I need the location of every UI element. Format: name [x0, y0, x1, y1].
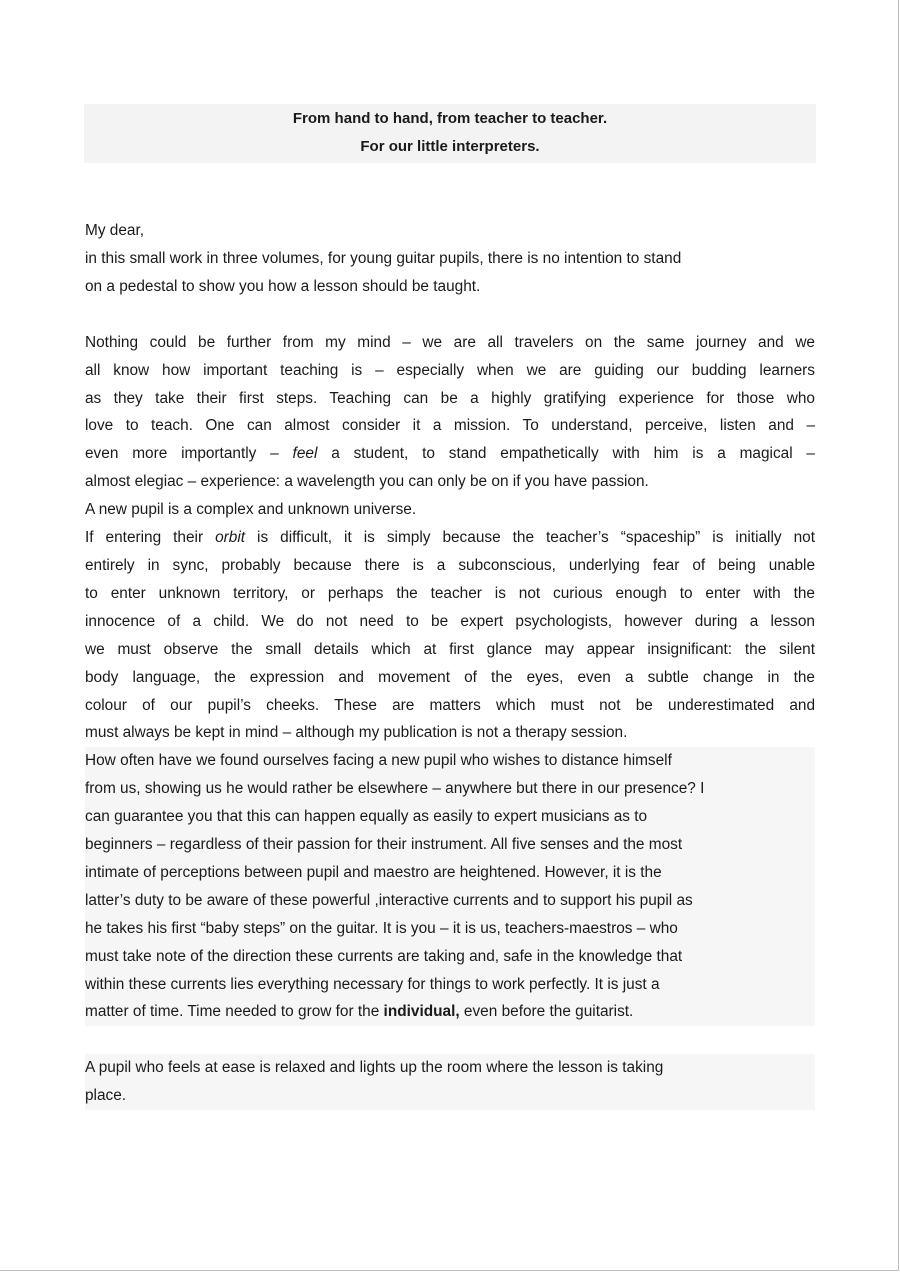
text-line [85, 440, 815, 468]
text-line: intimate of perceptions between pupil and maestro are heightened. However, it is the [85, 863, 662, 881]
text-line: colour of our pupil’s cheeks. These are matters which must not be underestimated and [85, 696, 815, 714]
text-segment: matter of time. Time needed to grow for the [85, 1003, 384, 1021]
paragraph-3 [85, 1054, 815, 1110]
text-line: within these currents lies everything necessary for things to work perfectly. It is just a [85, 975, 660, 993]
italic-word: feel [292, 445, 318, 463]
paragraph-2 [85, 747, 815, 1026]
text-line: to enter unknown territory, or perhaps the teacher is not curious enough to enter with the [85, 584, 815, 602]
salutation: My dear, [85, 222, 145, 239]
text-line: we must observe the small details which at first glance may appear insignificant: the silent [85, 640, 815, 658]
text-segment: a student, to stand empathetically with him is a magical – [317, 445, 815, 463]
text-line: love to teach. One can almost consider it a mission. To understand, perceive, listen and – [85, 417, 815, 435]
text-line: almost elegiac – experience: a wavelength you can only be on if you have passion. [85, 473, 649, 491]
intro-paragraph [85, 217, 815, 301]
title-line-2: For our little interpreters. [360, 138, 540, 155]
bold-word: individual, [383, 1003, 460, 1021]
text-line: must take note of the direction these currents are taking and, safe in the knowledge that [85, 947, 683, 965]
text-line: body language, the expression and movement of the eyes, even a subtle change in the [85, 668, 815, 686]
text-segment: If entering their [85, 529, 216, 547]
text-line: must always be kept in mind – although my publication is not a therapy session. [85, 724, 628, 742]
paragraph-1 [85, 329, 815, 748]
text-line: as they take their first steps. Teaching can be a highly gratifying experience for those who [85, 389, 815, 407]
text-line: he takes his first “baby steps” on the guitar. It is you – it is us, teachers-maestros – who [85, 919, 678, 937]
text-line: How often have we found ourselves facing a new pupil who wishes to distance himself [85, 752, 672, 770]
text-line: all know how important teaching is – especially when we are guiding our budding learners [85, 361, 815, 379]
text-line: beginners – regardless of their passion for their instrument. All five senses and the most [85, 836, 683, 854]
italic-word: orbit [215, 529, 246, 547]
text-line: latter’s duty to be aware of these powerful ,interactive currents and to support his pupil as [85, 891, 693, 909]
text-line: entirely in sync, probably because there is a subconscious, underlying fear of being unable [85, 556, 815, 574]
body-text [85, 217, 815, 1110]
text-line: place. [85, 1087, 127, 1105]
text-line: from us, showing us he would rather be elsewhere – anywhere but there in our presence? I [85, 780, 705, 798]
intro-line: on a pedestal to show you how a lesson should be taught. [85, 277, 481, 295]
text-line: A new pupil is a complex and unknown universe. [85, 501, 417, 519]
intro-line: in this small work in three volumes, for young guitar pupils, there is no intention to stand [85, 249, 682, 267]
text-segment: is difficult, it is simply because the teacher’s “spaceship” is initially not [245, 529, 815, 547]
text-line: A pupil who feels at ease is relaxed and lights up the room where the lesson is taking [85, 1059, 664, 1077]
paragraph-gap [85, 1026, 815, 1054]
text-line: innocence of a child. We do not need to be expert psychologists, however during a lesson [85, 612, 815, 630]
text-segment: even before the guitarist. [459, 1003, 634, 1021]
text-line [85, 524, 815, 552]
text-line: Nothing could be further from my mind – we are all travelers on the same journey and we [85, 333, 815, 351]
text-segment: even more importantly – [85, 445, 293, 463]
title-line-1: From hand to hand, from teacher to teacher. [292, 110, 608, 127]
title-block [84, 104, 816, 163]
text-line: can guarantee you that this can happen equally as easily to expert musicians as to [85, 808, 648, 826]
paragraph-gap [85, 301, 815, 329]
text-line [85, 998, 815, 1026]
